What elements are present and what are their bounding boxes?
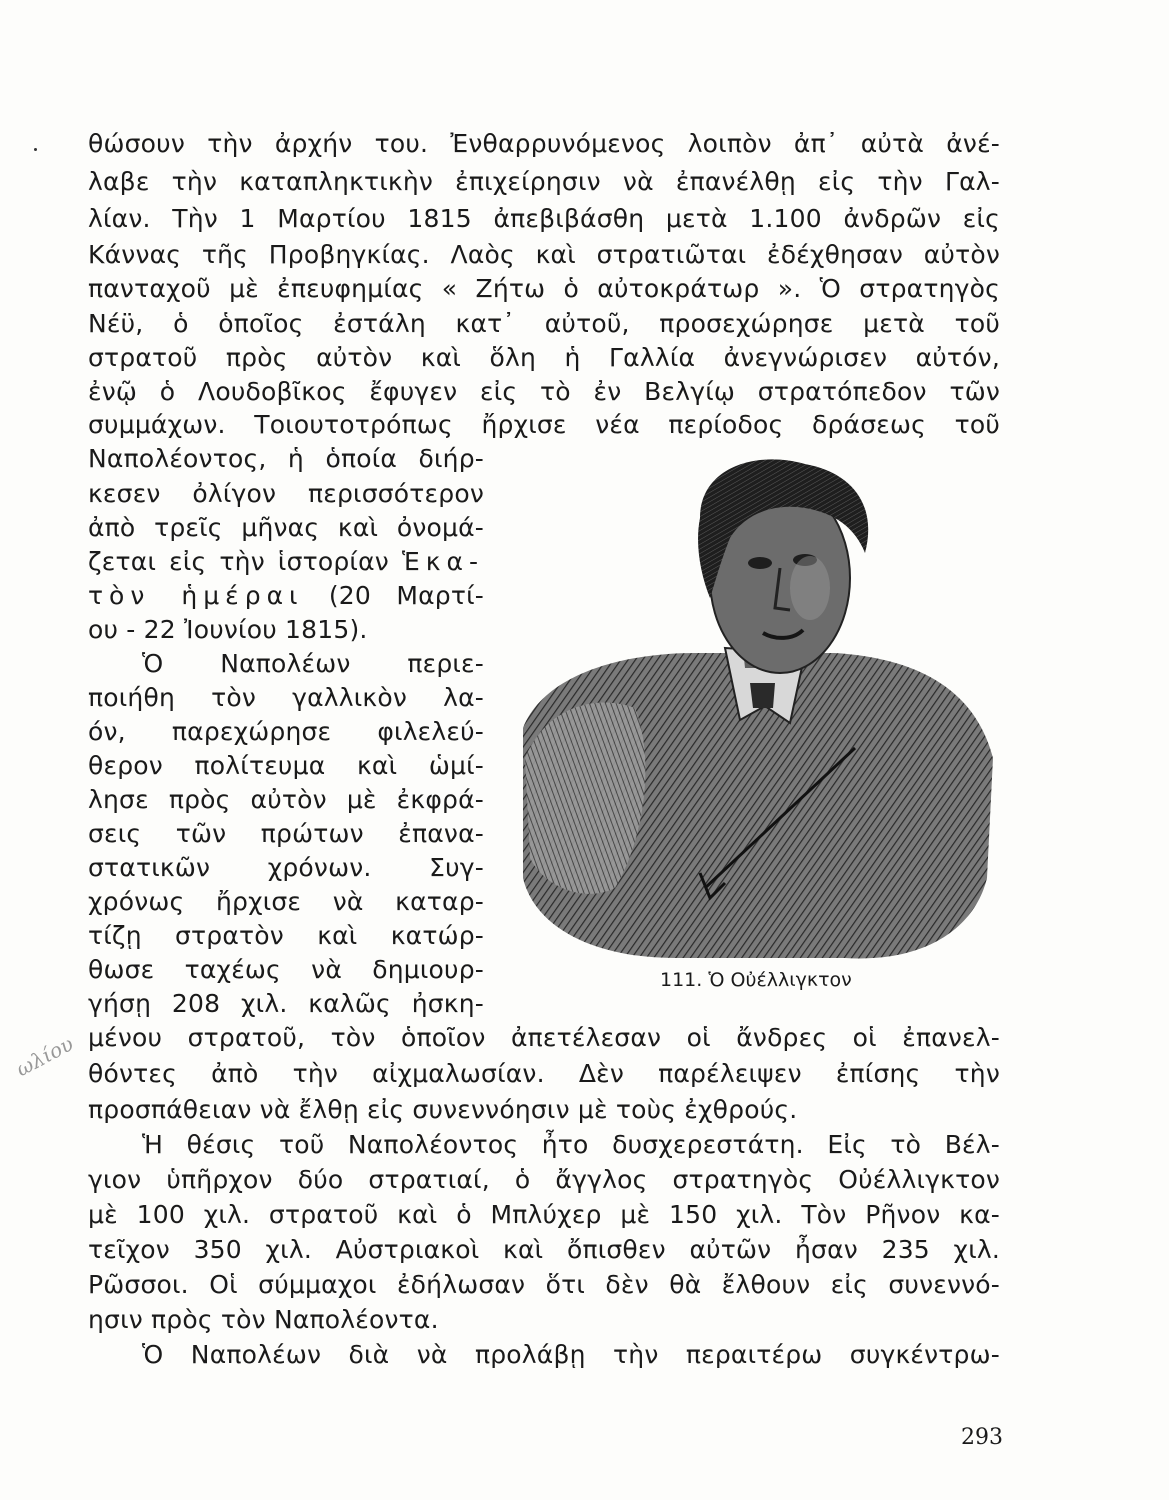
margin-handwriting: ωλίου <box>12 1031 78 1082</box>
text-line: μένου στρατοῦ, τὸν ὁποῖον ἀπετέλεσαν οἱ ἄνδρες οἱ ἐπανελ- <box>88 1023 1000 1052</box>
text-line: Ὁ Ναπολέων περιε- <box>142 649 484 678</box>
text-line: στατικῶν χρόνων. Συγ- <box>88 853 484 882</box>
text-line <box>88 543 484 581</box>
spaced-term: Ἑκα- <box>401 547 484 576</box>
text-line: μὲ 100 χιλ. στρατοῦ καὶ ὁ Μπλύχερ μὲ 150 χιλ. Τὸν Ρῆνον κα- <box>88 1200 1000 1229</box>
text-run: (20 Μαρτί- <box>328 581 484 610</box>
text-line: στρατοῦ πρὸς αὐτὸν καὶ ὅλη ἡ Γαλλία ἀνεγνώρισεν αὐτόν, <box>88 343 1000 372</box>
text-line: ποιήθη τὸν γαλλικὸν λα- <box>88 683 484 712</box>
text-line: γιον ὑπῆρχον δύο στρατιαί, ὁ ἄγγλος στρατηγὸς Οὐέλλιγκτον <box>88 1165 1000 1194</box>
text-line: τίζῃ στρατὸν καὶ κατώρ- <box>88 921 484 950</box>
text-line: γήσῃ 208 χιλ. καλῶς ἠσκη- <box>88 989 484 1018</box>
text-line: Ἡ θέσις τοῦ Ναπολέοντος ἦτο δυσχερεστάτη. Εἰς τὸ Βέλ- <box>142 1130 1000 1159</box>
text-line: Ρῶσσοι. Οἱ σύμμαχοι ἐδήλωσαν ὅτι δὲν θὰ ἔλθουν εἰς συνεννό- <box>88 1270 1000 1299</box>
text-line: συμμάχων. Τοιουτοτρόπως ἤρχισε νέα περίοδος δράσεως τοῦ <box>88 410 1000 439</box>
text-line: Νέϋ, ὁ ὁποῖος ἐστάλη κατ᾿ αὐτοῦ, προσεχώρησε μετὰ τοῦ <box>88 309 1000 338</box>
text-line: θώσουν τὴν ἀρχήν του. Ἐνθαρρυνόμενος λοιπὸν ἀπ᾿ αὐτὰ ἀνέ- <box>88 129 1000 158</box>
text-line: ησιν πρὸς τὸν Ναπολέοντα. <box>88 1305 439 1334</box>
text-run: ζεται εἰς τὴν ἱστορίαν <box>88 547 389 576</box>
text-line: θερον πολίτευμα καὶ ὡμί- <box>88 751 484 780</box>
text-line: Ὁ Ναπολέων διὰ νὰ προλάβῃ τὴν περαιτέρω συγκέντρω- <box>142 1340 1000 1369</box>
text-line: θωσε ταχέως νὰ δημιουρ- <box>88 955 484 984</box>
text-line: θόντες ἀπὸ τὴν αἰχμαλωσίαν. Δὲν παρέλειψεν ἐπίσης τὴν <box>88 1059 1000 1088</box>
text-line: πανταχοῦ μὲ ἐπευφημίας « Ζήτω ὁ αὐτοκράτωρ ». Ὁ στρατηγὸς <box>88 274 1000 303</box>
text-line: σεις τῶν πρώτων ἐπανα- <box>88 819 484 848</box>
text-line: τεῖχον 350 χιλ. Αὐστριακοὶ καὶ ὄπισθεν αὐτῶν ἦσαν 235 χιλ. <box>88 1235 1000 1264</box>
text-line: ου - 22 Ἰουνίου 1815). <box>88 615 368 644</box>
text-line: όν, παρεχώρησε φιλελεύ- <box>88 717 484 746</box>
text-line <box>88 577 484 615</box>
text-line: Ναπολέοντος, ἡ ὁποία διήρ- <box>88 444 484 473</box>
text-line: λησε πρὸς αὐτὸν μὲ ἐκφρά- <box>88 785 484 814</box>
text-line: κεσεν ὀλίγον περισσότερον <box>88 479 484 508</box>
text-line: ἐνῷ ὁ Λουδοβῖκος ἔφυγεν εἰς τὸ ἐν Βελγίῳ στρατόπεδον τῶν <box>88 377 1000 406</box>
figure-caption: 111. Ὁ Οὐέλλιγκτον <box>660 969 852 991</box>
scan-speck <box>34 148 37 151</box>
text-line: χρόνως ἤρχισε νὰ καταρ- <box>88 887 484 916</box>
page-number: 293 <box>961 1425 1003 1450</box>
text-line: Κάννας τῆς Προβηγκίας. Λαὸς καὶ στρατιῶται ἐδέχθησαν αὐτὸν <box>88 240 1000 269</box>
text-line: λαβε τὴν καταπληκτικὴν ἐπιχείρησιν νὰ ἐπανέλθῃ εἰς τὴν Γαλ- <box>88 167 1000 196</box>
text-line: προσπάθειαν νὰ ἔλθῃ εἰς συνεννόησιν μὲ τοὺς ἐχθρούς. <box>88 1095 798 1124</box>
text-line: λίαν. Τὴν 1 Μαρτίου 1815 ἀπεβιβάσθη μετὰ 1.100 ἀνδρῶν εἰς <box>88 204 1000 233</box>
portrait-engraving <box>505 458 1000 968</box>
spaced-term: τὸν ἡμέραι <box>88 581 304 610</box>
text-line: ἀπὸ τρεῖς μῆνας καὶ ὀνομά- <box>88 513 484 542</box>
portrait-illustration <box>505 458 1000 968</box>
